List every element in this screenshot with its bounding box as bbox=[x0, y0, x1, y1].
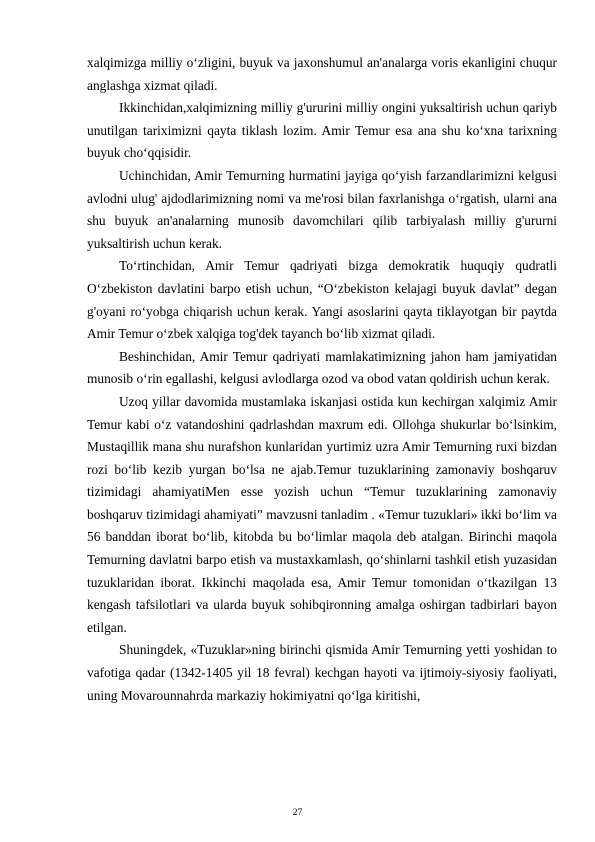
paragraph-5: Beshinchidan, Amir Temur qadriyati mamlakatimizning jahon ham jamiyatidan munosib o‘rin egallashi, kelgusi avlodlarga ozod va obod vatan qoldirish uchun kerak. bbox=[87, 348, 557, 387]
paragraph-6: Uzoq yillar davomida mustamlaka iskanjasi ostida kun kechirgan xalqimiz Amir Temur kabi o‘z vatandoshini qadrlashdan maxrum edi. Ollohga shukurlar bo‘lsinkim, Mustaqillik mana shu nurafshon kunlaridan yurtimiz uzra Amir Temurning ruxi bizdan rozi bo‘lib kezib yurgan bo‘lsa ne ajab.Temur tuzuklarining zamonaviy boshqaruv tizimidagi ahamiyatiMen esse yozish uchun “Temur tuzuklarining zamonaviy boshqaruv tizimidagi ahamiyati” mavzusni tanladim . «Temur tuzuklari» ikki bo‘lim va 56 banddan iborat bo‘lib, kitobda bu bo‘limlar maqola deb atalgan. Birinchi maqola Temurning davlatni barpo etish va mustaxkamlash, qo‘shinlarni tashkil etish yuzasidan tuzuklaridan iborat. Ikkinchi maqolada esa, Amir Temur tomonidan o‘tkazilgan 13 kengash tafsilotlari va ularda buyuk sohibqironning amalga oshirgan tadbirlari bayon etilgan. bbox=[87, 393, 557, 635]
paragraph-1: xalqimizga milliy o‘zligini, buyuk va jaxonshumul an'analarga voris ekanligini chuqur anglashga xizmat qiladi. bbox=[87, 55, 557, 93]
paragraph-2: Ikkinchidan,xalqimizning milliy g'ururini milliy ongini yuksaltirish uchun qariyb unutilgan tariximizni qayta tiklash lozim. Amir Temur esa ana shu ko‘xna tarixning buyuk cho‘qqisidir. bbox=[87, 100, 557, 161]
paragraph-7: Shuningdek, «Tuzuklar»ning birinchi qismida Amir Temurning yetti yoshidan to vafotiga qadar (1342-1405 yil 18 fevral) kechgan hayoti va ijtimoiy-siyosiy faoliyati, uning Movarounnahrda markaziy hokimiyatni qo‘lga kiritishi, bbox=[87, 642, 557, 703]
paragraph-4: To‘rtinchidan, Amir Temur qadriyati bizga demokratik huquqiy qudratli O‘zbekiston davlatini barpo etish uchun, “O‘zbekiston kelajagi buyuk davlat” degan g'oyani ro‘yobga chiqarish uchun kerak. Yangi asoslarini qayta tiklayotgan bir paytda Amir Temur o‘zbek xalqiga tog'dek tayanch bo‘lib xizmat qiladi. bbox=[87, 258, 557, 342]
paragraph-3: Uchinchidan, Amir Temurning hurmatini jayiga qo‘yish farzandlarimizni kelgusi avlodni ulug' ajdodlarimizning nomi va me'rosi bilan faxrlanishga o‘rgatish, ularni ana shu buyuk an'analarning munosib davomchilari qilib tarbiyalash milliy g'ururni yuksaltirish uchun kerak. bbox=[87, 167, 557, 251]
body-text bbox=[87, 52, 557, 707]
page-number: 27 bbox=[292, 808, 303, 818]
